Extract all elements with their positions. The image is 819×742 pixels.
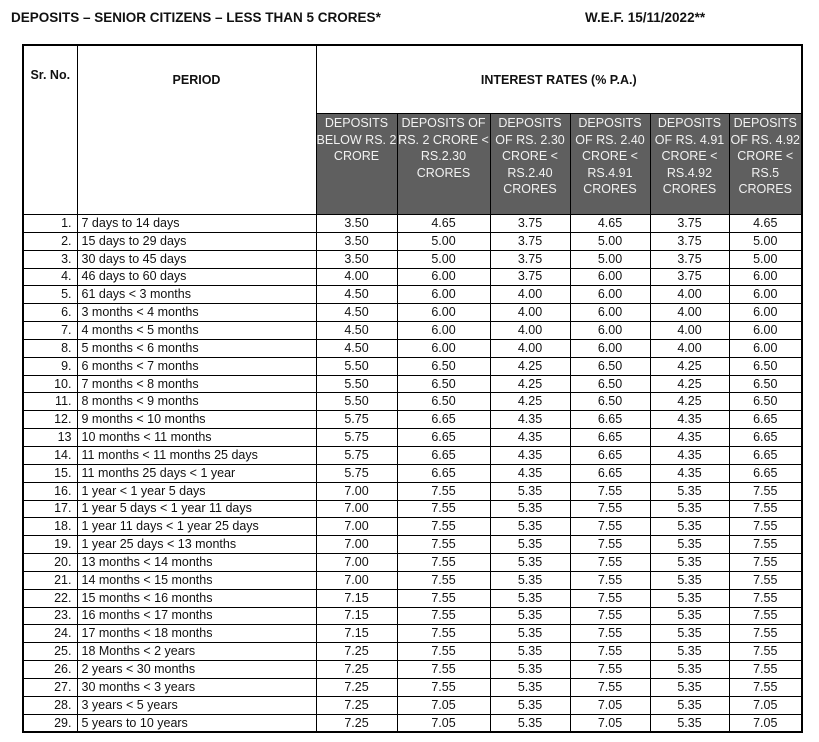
sr-no-header-label: Sr. No.	[30, 68, 71, 82]
rate-cell: 7.05	[397, 714, 490, 732]
rate-cell: 6.00	[570, 304, 650, 322]
period-cell: 5 months < 6 months	[77, 339, 316, 357]
rate-cell: 7.55	[397, 500, 490, 518]
rate-cell: 5.35	[650, 500, 729, 518]
row-number: 17.	[23, 500, 77, 518]
interest-rates-header	[316, 45, 802, 114]
rate-cell: 7.55	[729, 482, 802, 500]
rate-cell: 5.35	[650, 696, 729, 714]
deposit-header-3: DEPOSITS OF RS. 2.30 CRORE < RS.2.40 CRORES	[490, 114, 570, 215]
rate-cell: 7.55	[397, 518, 490, 536]
rate-cell: 4.35	[650, 429, 729, 447]
table-row	[23, 482, 802, 500]
rate-cell: 4.00	[490, 286, 570, 304]
rate-cell: 5.35	[650, 482, 729, 500]
rate-cell: 7.25	[316, 661, 397, 679]
rate-cell: 6.00	[729, 304, 802, 322]
rate-cell: 4.50	[316, 304, 397, 322]
rate-cell: 4.00	[650, 339, 729, 357]
table-row	[23, 286, 802, 304]
period-cell: 1 year 25 days < 13 months	[77, 536, 316, 554]
interest-rates-table	[22, 44, 803, 733]
rate-cell: 7.55	[397, 536, 490, 554]
rate-cell: 4.25	[650, 375, 729, 393]
rate-cell: 5.75	[316, 429, 397, 447]
period-cell: 46 days to 60 days	[77, 268, 316, 286]
deposit-header-6: DEPOSITS OF RS. 4.92 CRORE < RS.5 CRORES	[729, 114, 802, 215]
rate-cell: 5.35	[650, 625, 729, 643]
rate-cell: 6.50	[397, 375, 490, 393]
rate-cell: 5.00	[397, 250, 490, 268]
rate-cell: 6.65	[570, 446, 650, 464]
row-number: 29.	[23, 714, 77, 732]
rate-cell: 7.55	[729, 571, 802, 589]
period-cell: 13 months < 14 months	[77, 554, 316, 572]
rate-cell: 3.75	[650, 232, 729, 250]
rate-cell: 5.35	[650, 589, 729, 607]
rate-cell: 7.55	[570, 643, 650, 661]
rate-cell: 7.05	[729, 696, 802, 714]
table-row	[23, 678, 802, 696]
rate-cell: 6.00	[570, 339, 650, 357]
row-number: 26.	[23, 661, 77, 679]
rate-cell: 4.50	[316, 322, 397, 340]
rate-cell: 5.35	[650, 714, 729, 732]
rate-cell: 6.00	[397, 304, 490, 322]
rate-cell: 5.35	[490, 554, 570, 572]
rate-cell: 7.25	[316, 696, 397, 714]
rate-cell: 5.35	[650, 536, 729, 554]
rate-cell: 4.00	[490, 339, 570, 357]
rate-cell: 4.50	[316, 339, 397, 357]
period-cell: 5 years to 10 years	[77, 714, 316, 732]
rate-cell: 5.35	[490, 571, 570, 589]
rate-cell: 4.00	[490, 322, 570, 340]
rate-cell: 4.00	[650, 322, 729, 340]
rate-rows	[23, 215, 802, 733]
row-number: 10.	[23, 375, 77, 393]
rate-cell: 5.35	[490, 661, 570, 679]
deposit-header-4: DEPOSITS OF RS. 2.40 CRORE < RS.4.91 CRORES	[570, 114, 650, 215]
rate-cell: 7.55	[570, 536, 650, 554]
rate-cell: 6.65	[397, 429, 490, 447]
row-number: 18.	[23, 518, 77, 536]
rate-cell: 4.35	[650, 464, 729, 482]
rate-cell: 5.00	[397, 232, 490, 250]
rate-cell: 5.75	[316, 411, 397, 429]
rate-cell: 4.25	[650, 393, 729, 411]
rate-cell: 7.55	[570, 625, 650, 643]
rate-cell: 7.55	[729, 589, 802, 607]
rate-cell: 7.05	[729, 714, 802, 732]
rate-cell: 4.00	[650, 304, 729, 322]
row-number: 27.	[23, 678, 77, 696]
rate-cell: 3.75	[650, 250, 729, 268]
rate-cell: 4.35	[490, 429, 570, 447]
rate-cell: 6.65	[397, 464, 490, 482]
rate-cell: 7.55	[397, 482, 490, 500]
row-number: 14.	[23, 446, 77, 464]
rate-cell: 5.35	[650, 643, 729, 661]
table-row	[23, 446, 802, 464]
row-number: 24.	[23, 625, 77, 643]
period-cell: 15 months < 16 months	[77, 589, 316, 607]
period-cell: 18 Months < 2 years	[77, 643, 316, 661]
table-row	[23, 625, 802, 643]
rate-cell: 7.00	[316, 500, 397, 518]
rate-cell: 7.55	[397, 607, 490, 625]
rate-cell: 7.55	[729, 678, 802, 696]
period-cell: 7 months < 8 months	[77, 375, 316, 393]
rate-cell: 5.35	[650, 571, 729, 589]
rate-cell: 7.15	[316, 625, 397, 643]
table-row	[23, 500, 802, 518]
rate-cell: 4.35	[490, 464, 570, 482]
rate-cell: 4.25	[650, 357, 729, 375]
rate-cell: 3.50	[316, 250, 397, 268]
row-number: 20.	[23, 554, 77, 572]
rate-cell: 7.55	[729, 554, 802, 572]
period-cell: 30 months < 3 years	[77, 678, 316, 696]
rate-cell: 5.35	[650, 554, 729, 572]
table-row	[23, 375, 802, 393]
rate-cell: 6.50	[570, 393, 650, 411]
rate-cell: 5.35	[490, 625, 570, 643]
rate-cell: 5.50	[316, 357, 397, 375]
row-number: 9.	[23, 357, 77, 375]
rate-cell: 5.35	[490, 607, 570, 625]
rate-cell: 6.00	[729, 322, 802, 340]
rate-cell: 5.35	[650, 661, 729, 679]
rate-cell: 7.55	[570, 500, 650, 518]
rate-cell: 5.00	[570, 250, 650, 268]
rate-cell: 7.00	[316, 571, 397, 589]
period-cell: 6 months < 7 months	[77, 357, 316, 375]
row-number: 6.	[23, 304, 77, 322]
rate-cell: 3.75	[650, 215, 729, 233]
period-cell: 3 months < 4 months	[77, 304, 316, 322]
row-number: 19.	[23, 536, 77, 554]
period-header	[77, 45, 316, 215]
rate-cell: 4.65	[397, 215, 490, 233]
rate-cell: 7.55	[397, 571, 490, 589]
rate-cell: 7.00	[316, 518, 397, 536]
sr-no-header	[23, 45, 77, 215]
rate-cell: 4.00	[650, 286, 729, 304]
rate-cell: 6.00	[729, 268, 802, 286]
rate-cell: 7.05	[570, 714, 650, 732]
table-row	[23, 250, 802, 268]
rate-cell: 7.55	[729, 536, 802, 554]
deposit-header-1: DEPOSITS BELOW RS. 2 CRORE	[316, 114, 397, 215]
rate-cell: 7.55	[570, 571, 650, 589]
period-cell: 10 months < 11 months	[77, 429, 316, 447]
rate-cell: 5.00	[729, 232, 802, 250]
rate-cell: 7.55	[397, 554, 490, 572]
rate-cell: 7.55	[397, 643, 490, 661]
table-row	[23, 357, 802, 375]
rate-cell: 6.65	[570, 429, 650, 447]
row-number: 5.	[23, 286, 77, 304]
rate-cell: 7.15	[316, 589, 397, 607]
period-cell: 15 days to 29 days	[77, 232, 316, 250]
rate-cell: 4.65	[570, 215, 650, 233]
rate-cell: 6.50	[397, 357, 490, 375]
rate-cell: 6.00	[570, 322, 650, 340]
period-cell: 17 months < 18 months	[77, 625, 316, 643]
rate-cell: 5.35	[650, 678, 729, 696]
table-row	[23, 589, 802, 607]
rate-cell: 6.65	[570, 411, 650, 429]
period-cell: 11 months 25 days < 1 year	[77, 464, 316, 482]
rate-cell: 5.35	[650, 607, 729, 625]
rate-cell: 6.50	[729, 357, 802, 375]
rate-cell: 7.55	[570, 482, 650, 500]
row-number: 7.	[23, 322, 77, 340]
effective-date: W.E.F. 15/11/2022**	[585, 10, 706, 25]
row-number: 16.	[23, 482, 77, 500]
row-number: 11.	[23, 393, 77, 411]
rate-cell: 4.50	[316, 286, 397, 304]
interest-rates-header-label: INTEREST RATES (% P.A.)	[480, 72, 637, 87]
row-number: 21.	[23, 571, 77, 589]
rate-cell: 7.55	[570, 518, 650, 536]
rate-cell: 5.50	[316, 375, 397, 393]
table-row	[23, 518, 802, 536]
rate-cell: 7.55	[729, 643, 802, 661]
rate-cell: 5.35	[490, 518, 570, 536]
period-cell: 16 months < 17 months	[77, 607, 316, 625]
rate-cell: 7.25	[316, 678, 397, 696]
rate-cell: 6.00	[397, 322, 490, 340]
rate-cell: 7.55	[397, 625, 490, 643]
table-row	[23, 232, 802, 250]
rate-cell: 5.50	[316, 393, 397, 411]
rate-cell: 7.55	[570, 678, 650, 696]
row-number: 25.	[23, 643, 77, 661]
rate-cell: 5.75	[316, 446, 397, 464]
row-number: 13	[23, 429, 77, 447]
rate-cell: 7.00	[316, 482, 397, 500]
table-row	[23, 322, 802, 340]
rate-cell: 5.00	[570, 232, 650, 250]
period-cell: 9 months < 10 months	[77, 411, 316, 429]
rate-cell: 3.50	[316, 232, 397, 250]
deposit-header-2: DEPOSITS OF RS. 2 CRORE < RS.2.30 CRORES	[397, 114, 490, 215]
period-cell: 1 year 11 days < 1 year 25 days	[77, 518, 316, 536]
table-row	[23, 268, 802, 286]
rate-cell: 5.35	[490, 589, 570, 607]
rate-cell: 6.00	[397, 339, 490, 357]
rate-cell: 7.55	[397, 589, 490, 607]
rate-cell: 3.75	[490, 268, 570, 286]
rate-cell: 6.00	[570, 286, 650, 304]
period-cell: 8 months < 9 months	[77, 393, 316, 411]
period-cell: 4 months < 5 months	[77, 322, 316, 340]
rate-cell: 4.35	[490, 411, 570, 429]
row-number: 12.	[23, 411, 77, 429]
rate-cell: 6.00	[729, 286, 802, 304]
rate-cell: 7.55	[729, 661, 802, 679]
period-cell: 30 days to 45 days	[77, 250, 316, 268]
rate-cell: 7.00	[316, 554, 397, 572]
rate-cell: 4.25	[490, 393, 570, 411]
rate-cell: 4.00	[490, 304, 570, 322]
rate-cell: 6.50	[729, 375, 802, 393]
rate-cell: 6.65	[729, 446, 802, 464]
rate-cell: 7.55	[729, 518, 802, 536]
rate-cell: 5.35	[490, 643, 570, 661]
rate-cell: 7.05	[397, 696, 490, 714]
row-number: 2.	[23, 232, 77, 250]
row-number: 23.	[23, 607, 77, 625]
period-cell: 7 days to 14 days	[77, 215, 316, 233]
period-cell: 1 year < 1 year 5 days	[77, 482, 316, 500]
table-row	[23, 571, 802, 589]
rate-cell: 5.35	[490, 678, 570, 696]
period-cell: 3 years < 5 years	[77, 696, 316, 714]
rate-cell: 7.55	[729, 607, 802, 625]
row-number: 1.	[23, 215, 77, 233]
rate-cell: 6.00	[397, 286, 490, 304]
rate-cell: 7.55	[729, 625, 802, 643]
rate-cell: 7.55	[570, 607, 650, 625]
table-row	[23, 696, 802, 714]
rate-cell: 5.00	[729, 250, 802, 268]
rate-cell: 6.65	[729, 429, 802, 447]
rate-cell: 7.25	[316, 643, 397, 661]
rate-cell: 6.50	[570, 357, 650, 375]
table-row	[23, 607, 802, 625]
table-row	[23, 536, 802, 554]
period-cell: 1 year 5 days < 1 year 11 days	[77, 500, 316, 518]
rate-cell: 3.75	[490, 232, 570, 250]
rate-cell: 4.25	[490, 375, 570, 393]
rate-cell: 7.05	[570, 696, 650, 714]
period-header-label: PERIOD	[172, 73, 221, 87]
table-row	[23, 411, 802, 429]
rate-cell: 7.15	[316, 607, 397, 625]
rate-cell: 7.25	[316, 714, 397, 732]
rate-cell: 4.35	[490, 446, 570, 464]
table-row	[23, 304, 802, 322]
row-number: 28.	[23, 696, 77, 714]
rate-cell: 7.00	[316, 536, 397, 554]
rate-cell: 6.00	[729, 339, 802, 357]
period-cell: 61 days < 3 months	[77, 286, 316, 304]
period-cell: 11 months < 11 months 25 days	[77, 446, 316, 464]
table-row	[23, 215, 802, 233]
rate-cell: 5.35	[490, 482, 570, 500]
rate-cell: 5.35	[490, 714, 570, 732]
rate-cell: 6.65	[397, 446, 490, 464]
rate-cell: 4.00	[316, 268, 397, 286]
rate-cell: 6.65	[397, 411, 490, 429]
row-number: 8.	[23, 339, 77, 357]
rate-cell: 7.55	[570, 589, 650, 607]
row-number: 4.	[23, 268, 77, 286]
rate-cell: 3.75	[650, 268, 729, 286]
rate-cell: 6.65	[729, 411, 802, 429]
rate-cell: 5.35	[650, 518, 729, 536]
rate-cell: 5.35	[490, 696, 570, 714]
rate-cell: 7.55	[729, 500, 802, 518]
rate-cell: 4.35	[650, 446, 729, 464]
rate-cell: 7.55	[570, 554, 650, 572]
table-row	[23, 554, 802, 572]
document-title: DEPOSITS – SENIOR CITIZENS – LESS THAN 5 CRORES*	[11, 10, 381, 25]
rate-cell: 6.65	[570, 464, 650, 482]
period-cell: 14 months < 15 months	[77, 571, 316, 589]
rate-cell: 6.00	[397, 268, 490, 286]
rate-cell: 3.75	[490, 215, 570, 233]
row-number: 3.	[23, 250, 77, 268]
rate-cell: 7.55	[397, 661, 490, 679]
rate-cell: 4.35	[650, 411, 729, 429]
rate-cell: 3.50	[316, 215, 397, 233]
rate-cell: 7.55	[570, 661, 650, 679]
row-number: 15.	[23, 464, 77, 482]
rate-cell: 4.65	[729, 215, 802, 233]
rate-cell: 6.50	[570, 375, 650, 393]
rate-cell: 4.25	[490, 357, 570, 375]
table-row	[23, 643, 802, 661]
rate-cell: 6.50	[397, 393, 490, 411]
table-row	[23, 464, 802, 482]
table-row	[23, 393, 802, 411]
row-number: 22.	[23, 589, 77, 607]
table-row	[23, 661, 802, 679]
rate-cell: 6.00	[570, 268, 650, 286]
table-row	[23, 714, 802, 732]
rate-cell: 5.35	[490, 536, 570, 554]
table-row	[23, 339, 802, 357]
deposit-header-5: DEPOSITS OF RS. 4.91 CRORE < RS.4.92 CRORES	[650, 114, 729, 215]
period-cell: 2 years < 30 months	[77, 661, 316, 679]
rate-cell: 6.50	[729, 393, 802, 411]
rate-cell: 3.75	[490, 250, 570, 268]
rate-cell: 7.55	[397, 678, 490, 696]
rate-cell: 6.65	[729, 464, 802, 482]
rate-cell: 5.35	[490, 500, 570, 518]
table-row	[23, 429, 802, 447]
rate-cell: 5.75	[316, 464, 397, 482]
